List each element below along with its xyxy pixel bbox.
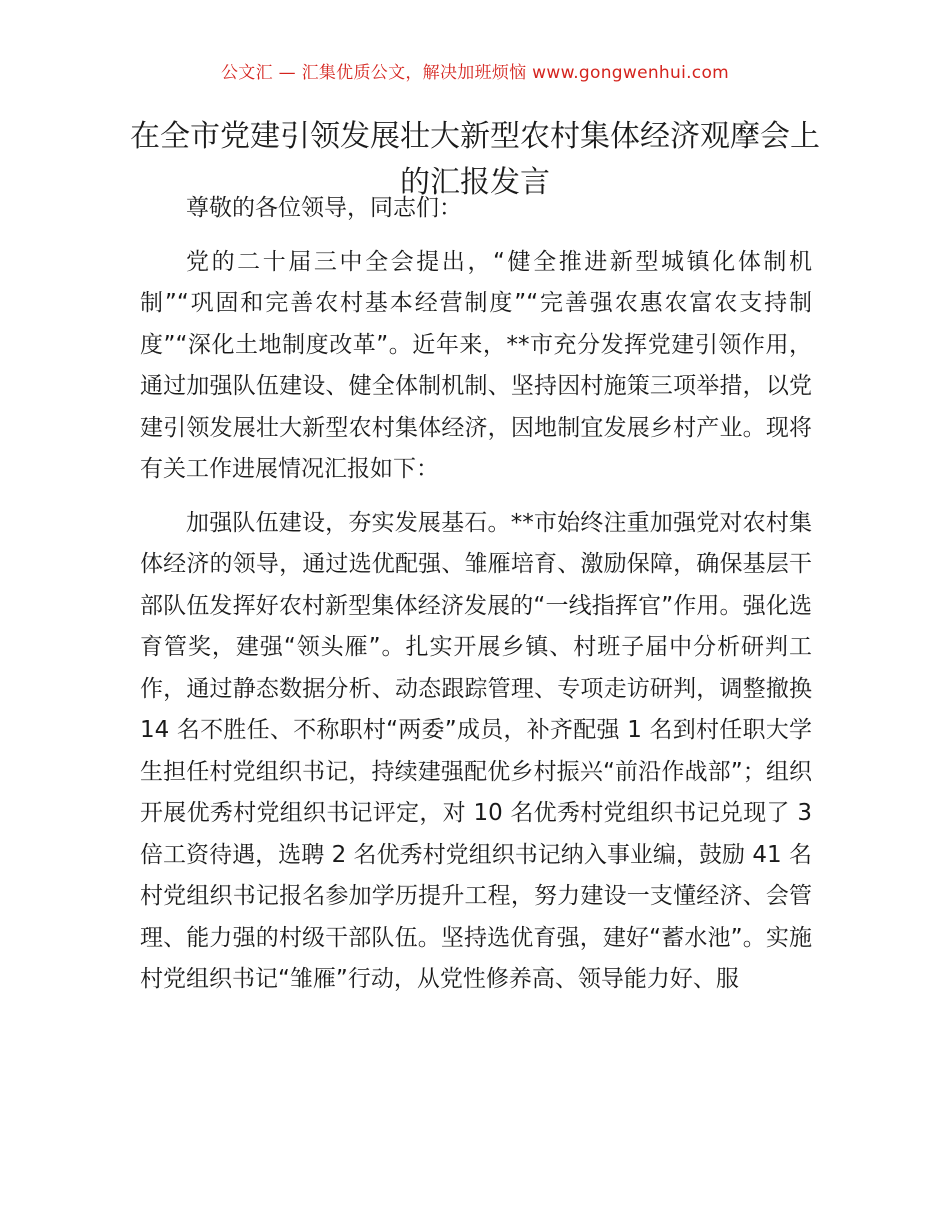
document-body <box>140 188 812 1001</box>
document-title: 在全市党建引领发展壮大新型农村集体经济观摩会上的汇报发言 <box>130 119 820 200</box>
header-banner: 公文汇 — 汇集优质公文，解决加班烦恼 www.gongwenhui.com <box>220 63 730 83</box>
paragraph-intro: 党的二十届三中全会提出，“健全推进新型城镇化体制机制”“巩固和完善农村基本经营制度”“完善强农惠农富农支持制度”“深化土地制度改革”。近年来，**市充分发挥党建引领作用，通过加强队伍建设、健全体制机制、坚持因村施策三项举措，以党建引领发展壮大新型农村集体经济，因地制宜发展乡村产业。现将有关工作进展情况汇报如下： <box>140 248 812 482</box>
paragraph-team-building: 加强队伍建设，夯实发展基石。**市始终注重加强党对农村集体经济的领导，通过选优配强、雏雁培育、激励保障，确保基层干部队伍发挥好农村新型集体经济发展的“一线指挥官”作用。强化选育管奖，建强“领头雁”。扎实开展乡镇、村班子届中分析研判工作，通过静态数据分析、动态跟踪管理、专项走访研判，调整撤换 14 名不胜任、不称职村“两委”成员，补齐配强 1 名到村任职大学生担任村党组织书记，持续建强配优乡村振兴“前沿作战部”；组织开展优秀村党组织书记评定，对 10 名优秀村党组织书记兑现了 3 倍工资待遇，选聘 2 名优秀村党组织书记纳入事业编，鼓励 41 名村党组织书记报名参加学历提升工程，努力建设一支懂经济、会管理、能力强的村级干部队伍。坚持选优育强，建好“蓄水池”。实施村党组织书记“雏雁”行动，从党性修养高、领导能力好、服 <box>140 509 812 992</box>
salutation: 尊敬的各位领导，同志们： <box>186 195 462 221</box>
